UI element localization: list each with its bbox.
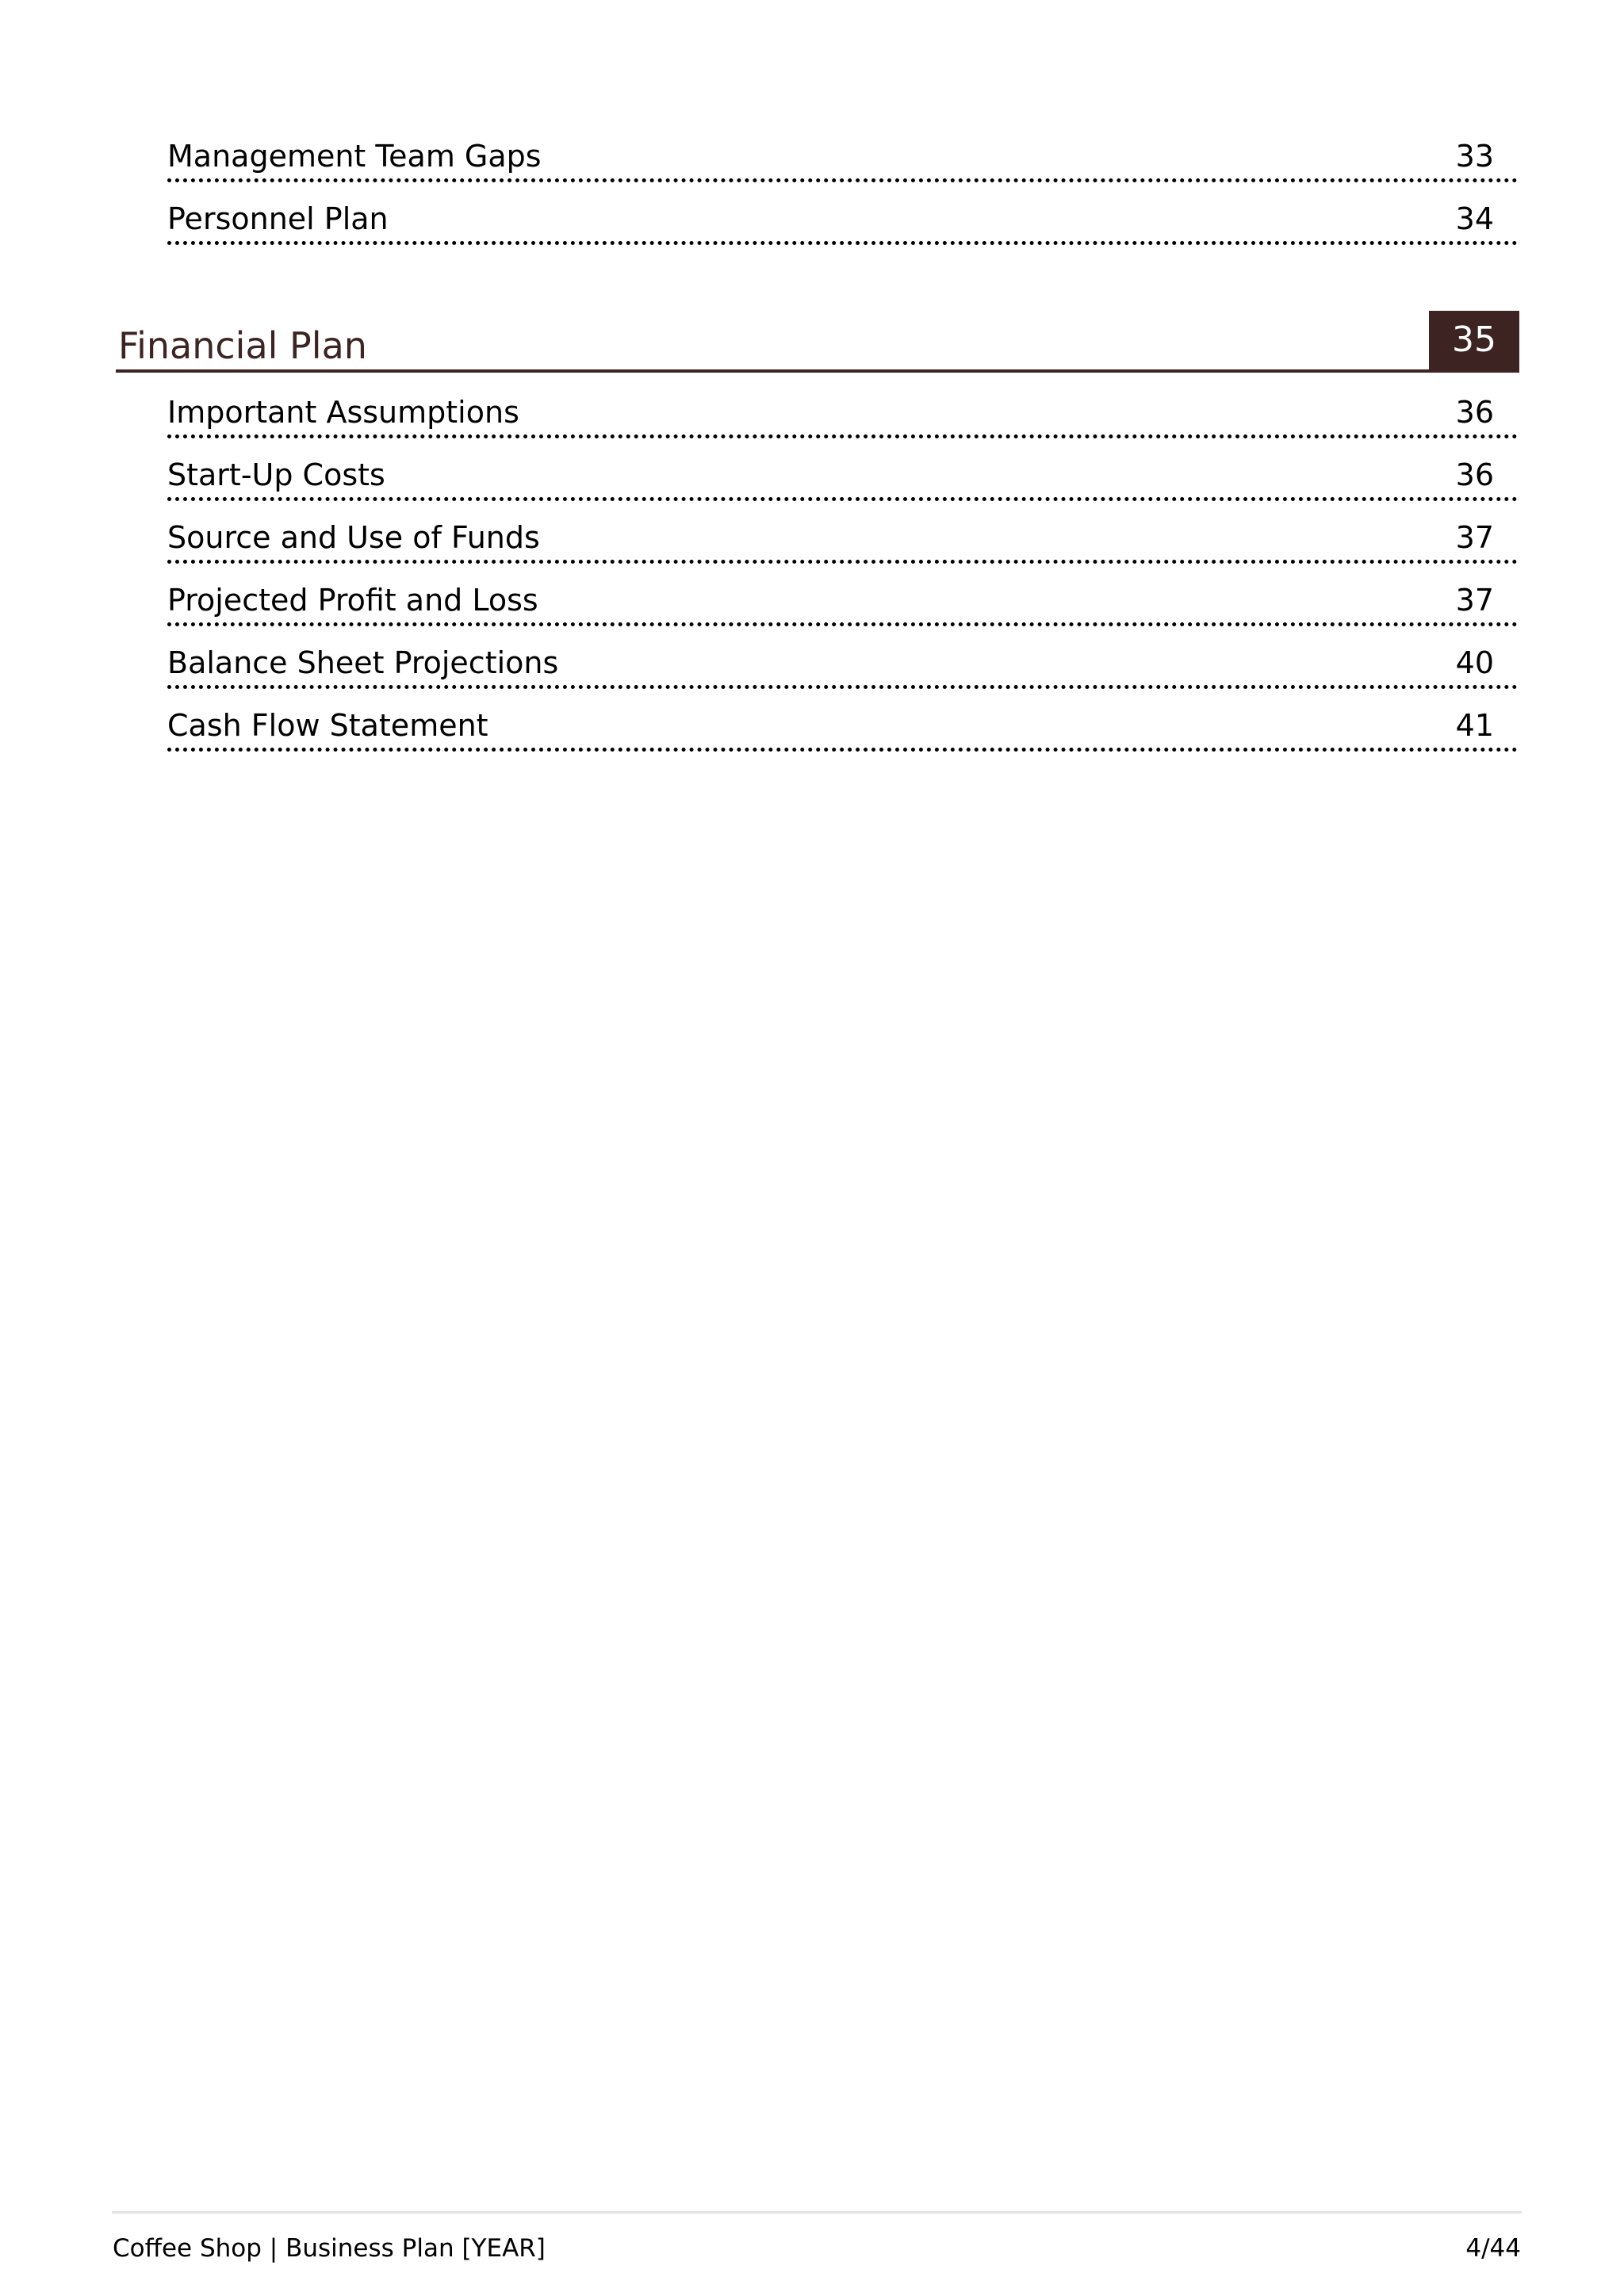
toc-section-title: Financial Plan bbox=[118, 324, 367, 367]
toc-entry-personnel-plan[interactable] bbox=[167, 197, 1518, 245]
footer-page-indicator: 4/44 bbox=[1465, 2234, 1521, 2263]
toc-entry-important-assumptions[interactable] bbox=[167, 391, 1518, 438]
toc-entry-page-number: 37 bbox=[1455, 520, 1494, 555]
toc-entry-page-number: 33 bbox=[1455, 139, 1494, 174]
toc-entry-label: Important Assumptions bbox=[167, 395, 519, 430]
toc-entry-label: Projected Profit and Loss bbox=[167, 583, 538, 618]
toc-section-page-badge: 35 bbox=[1429, 311, 1519, 369]
toc-section-financial-plan[interactable] bbox=[116, 311, 1519, 373]
toc-entry-page-number: 37 bbox=[1455, 583, 1494, 618]
toc-entry-page-number: 36 bbox=[1455, 395, 1494, 430]
toc-entry-page-number: 41 bbox=[1455, 708, 1494, 743]
toc-entry-label: Balance Sheet Projections bbox=[167, 645, 559, 680]
toc-entry-label: Personnel Plan bbox=[167, 201, 389, 236]
toc-entry-page-number: 36 bbox=[1455, 457, 1494, 492]
toc-entry-source-and-use-of-funds[interactable] bbox=[167, 516, 1518, 564]
toc-entry-page-number: 40 bbox=[1455, 645, 1494, 680]
toc-entry-start-up-costs[interactable] bbox=[167, 453, 1518, 501]
toc-entry-label: Cash Flow Statement bbox=[167, 708, 488, 743]
toc-entry-label: Management Team Gaps bbox=[167, 139, 542, 174]
footer-document-title: Coffee Shop | Business Plan [YEAR] bbox=[113, 2234, 546, 2263]
toc-entry-page-number: 34 bbox=[1455, 201, 1494, 236]
toc-entry-balance-sheet-projections[interactable] bbox=[167, 641, 1518, 689]
toc-entry-label: Start-Up Costs bbox=[167, 457, 385, 492]
toc-entry-label: Source and Use of Funds bbox=[167, 520, 540, 555]
toc-entry-management-team-gaps[interactable] bbox=[167, 135, 1518, 182]
toc-entry-cash-flow-statement[interactable] bbox=[167, 704, 1518, 752]
footer-divider bbox=[112, 2211, 1522, 2214]
toc-entry-projected-profit-and-loss[interactable] bbox=[167, 579, 1518, 626]
